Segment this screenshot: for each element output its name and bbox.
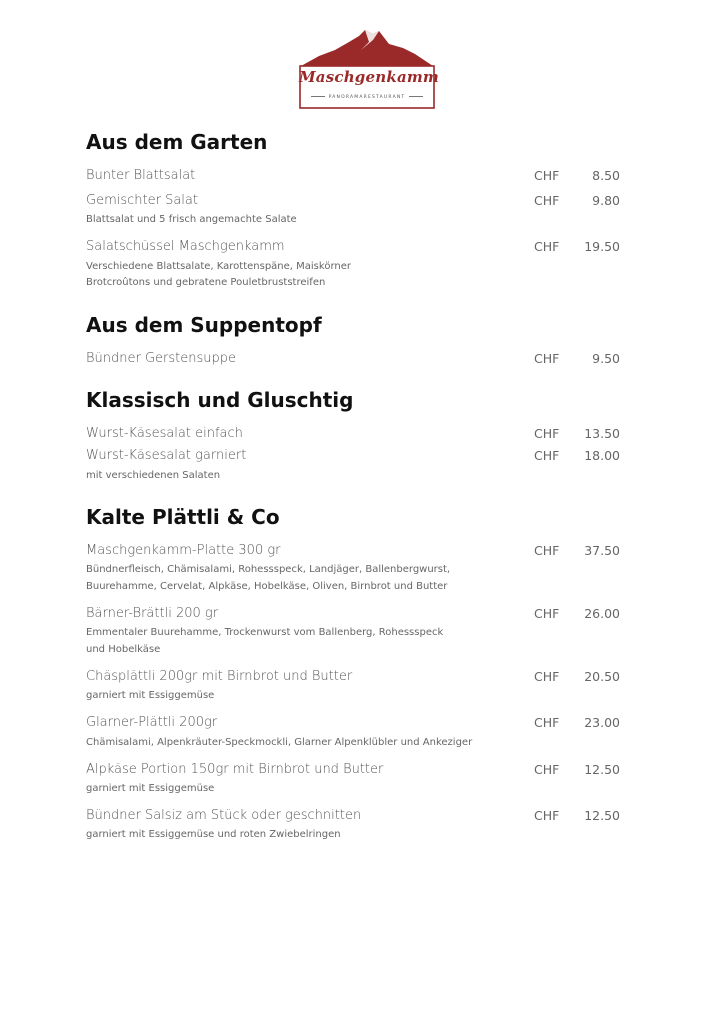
brand-subtitle: PANORAMARESTAURANT xyxy=(299,95,435,100)
menu-item-currency: CHF xyxy=(534,193,560,208)
menu-item-description: Chämisalami, Alpenkräuter-Speckmockli, Glarner Alpenklübler und Ankeziger xyxy=(86,737,473,748)
menu-item-name: Wurst-Käsesalat einfach xyxy=(86,426,243,441)
section-title: Klassisch und Gluschtig xyxy=(86,388,354,412)
menu-item-currency: CHF xyxy=(534,351,560,366)
menu-item-price: 9.80 xyxy=(592,193,620,208)
menu-item-description: Blattsalat und 5 frisch angemachte Salate xyxy=(86,214,297,225)
menu-item-price: 8.50 xyxy=(592,168,620,183)
section-title: Aus dem Suppentopf xyxy=(86,313,322,337)
menu-item-price: 19.50 xyxy=(584,239,620,254)
menu-item-price: 9.50 xyxy=(592,351,620,366)
menu-item-name: Bündner Salsiz am Stück oder geschnitten xyxy=(86,808,362,823)
menu-item-description: Emmentaler Buurehamme, Trockenwurst vom Ballenberg, Rohessspeck xyxy=(86,627,444,638)
menu-item-description: und Hobelkäse xyxy=(86,644,161,655)
menu-item-price: 26.00 xyxy=(584,606,620,621)
brand-name: Maschgenkamm xyxy=(299,68,440,86)
menu-item-description: garniert mit Essiggemüse xyxy=(86,690,215,701)
section-title: Aus dem Garten xyxy=(86,130,268,154)
menu-item-currency: CHF xyxy=(534,543,560,558)
menu-item-currency: CHF xyxy=(534,448,560,463)
menu-item-price: 23.00 xyxy=(584,715,620,730)
section-title: Kalte Plättli & Co xyxy=(86,505,280,529)
menu-item-currency: CHF xyxy=(534,426,560,441)
menu-item-name: Chäsplättli 200gr mit Birnbrot und Butter xyxy=(86,669,353,684)
menu-item-price: 18.00 xyxy=(584,448,620,463)
brand-logo xyxy=(299,28,440,110)
menu-item-name: Salatschüssel Maschgenkamm xyxy=(86,239,285,254)
menu-item-name: Bärner-Brättli 200 gr xyxy=(86,606,219,621)
menu-item-currency: CHF xyxy=(534,239,560,254)
menu-item-price: 20.50 xyxy=(584,669,620,684)
menu-item-description: mit verschiedenen Salaten xyxy=(86,470,221,481)
menu-item-description: Verschiedene Blattsalate, Karottenspäne, Maiskörner xyxy=(86,261,351,272)
menu-item-currency: CHF xyxy=(534,168,560,183)
menu-item-name: Bündner Gerstensuppe xyxy=(86,351,236,366)
menu-item-price: 13.50 xyxy=(584,426,620,441)
menu-item-description: Bündnerfleisch, Chämisalami, Rohessspeck, Landjäger, Ballenbergwurst, xyxy=(86,564,451,575)
menu-item-currency: CHF xyxy=(534,606,560,621)
menu-item-currency: CHF xyxy=(534,762,560,777)
menu-item-name: Gemischter Salat xyxy=(86,193,198,208)
menu-item-price: 37.50 xyxy=(584,543,620,558)
menu-item-price: 12.50 xyxy=(584,808,620,823)
menu-item-currency: CHF xyxy=(534,715,560,730)
menu-item-price: 12.50 xyxy=(584,762,620,777)
menu-item-name: Glarner-Plättli 200gr xyxy=(86,715,218,730)
menu-item-name: Bunter Blattsalat xyxy=(86,168,196,183)
menu-item-name: Maschgenkamm-Platte 300 gr xyxy=(86,543,281,558)
menu-item-description: Brotcroûtons und gebratene Pouletbruststreifen xyxy=(86,277,326,288)
menu-item-name: Alpkäse Portion 150gr mit Birnbrot und Butter xyxy=(86,762,384,777)
menu-item-currency: CHF xyxy=(534,808,560,823)
menu-item-description: garniert mit Essiggemüse xyxy=(86,783,215,794)
menu-item-description: Buurehamme, Cervelat, Alpkäse, Hobelkäse, Oliven, Birnbrot und Butter xyxy=(86,581,448,592)
menu-item-description: garniert mit Essiggemüse und roten Zwiebelringen xyxy=(86,829,341,840)
menu-item-currency: CHF xyxy=(534,669,560,684)
menu-item-name: Wurst-Käsesalat garniert xyxy=(86,448,247,463)
